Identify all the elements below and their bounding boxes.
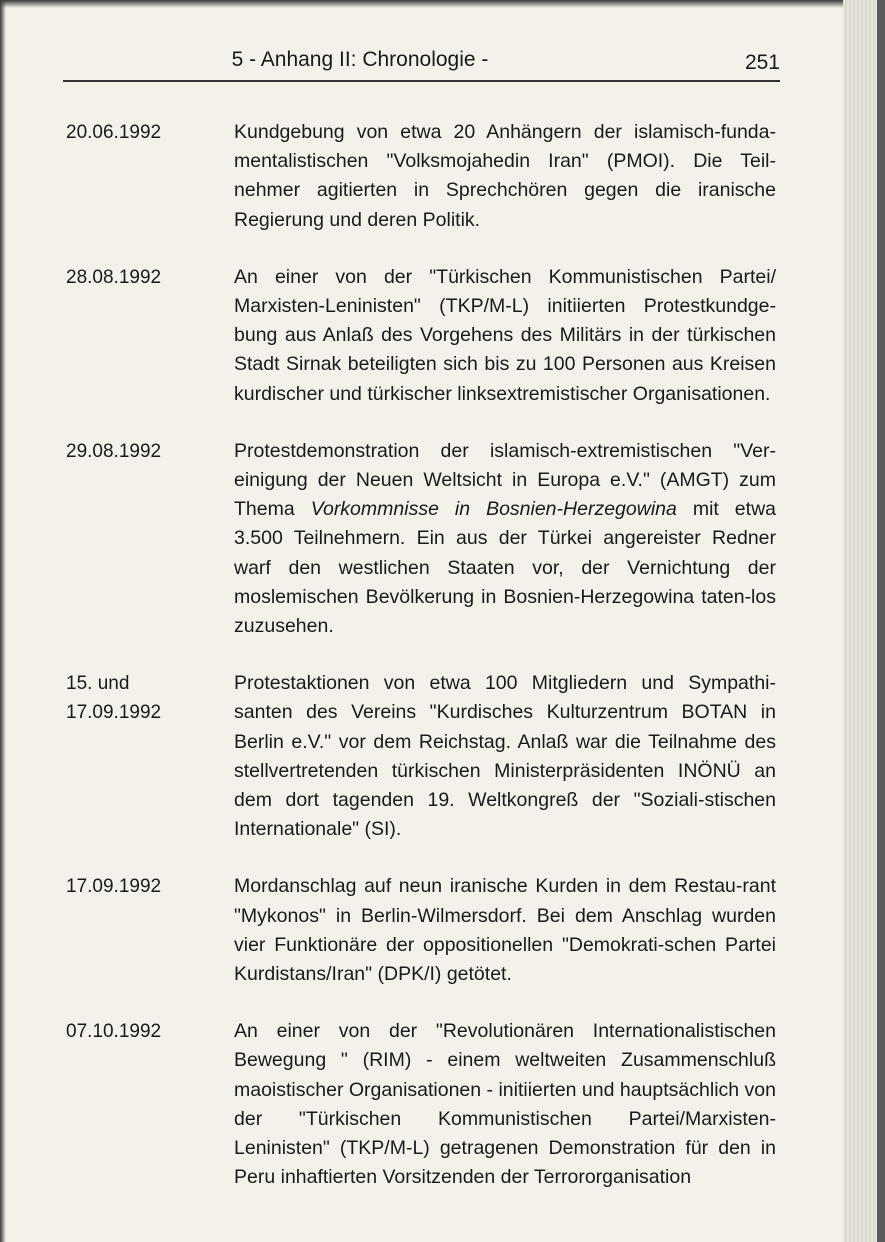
entry-text-part: Protestdemonstration der islamisch-extremistischen "Ver-einigung der Neuen Weltsicht in Europa e.V." (AMGT) zum Thema <box>234 439 776 521</box>
chronology-list <box>66 118 786 1221</box>
page-number: 251 <box>744 51 780 74</box>
entry-text: Mordanschlag auf neun iranische Kurden in dem Restau-rant "Mykonos" in Berlin-Wilmersdorf. Bei dem Anschlag wurden vier Funktionäre der oppositionellen "Demokrati-schen Partei Kurdistans/Iran" (DPK/I) getötet. <box>234 875 776 986</box>
entry-text: Protestaktionen von etwa 100 Mitgliedern und Sympathi-santen des Vereins "Kurdisches Kulturzentrum BOTAN in Berlin e.V." vor dem Reichstag. Anlaß war die Teilnahme des stellvertretenden türkischen Ministerpräsidenten INÖNÜ an dem dort tagenden 19. Weltkongreß der "Soziali-stischen Internationale" (SI). <box>234 672 776 841</box>
entry-date: 20.06.1992 <box>66 122 162 143</box>
entry-text: An einer von der "Türkischen Kommunistischen Partei/ Marxisten-Leninisten" (TKP/M-L) initiierten Protestkundge-bung aus Anlaß des Vorgehens des Militärs in der türkischen Stadt Sirnak beteiligten sich bis zu 100 Personen aus Kreisen kurdischer und türkischer linksextremistischer Organisationen. <box>234 265 776 405</box>
scan-shadow-left <box>0 0 6 1242</box>
header-title: 5 - Anhang II: Chronologie - <box>231 48 489 71</box>
chronology-entry <box>66 437 786 641</box>
entry-date: 15. und 17.09.1992 <box>66 673 162 724</box>
scan-shadow-top <box>0 0 885 8</box>
chronology-entry <box>66 263 786 409</box>
entry-date: 07.10.1992 <box>66 1021 162 1043</box>
book-page-edges <box>843 0 885 1242</box>
chronology-entry <box>66 1017 786 1192</box>
entry-text <box>234 437 776 641</box>
chronology-entry <box>66 118 786 235</box>
entry-text-part: mit etwa 3.500 Teilnehmern. Ein aus der Türkei angereister Redner warf den westlichen Staaten vor, der Vernichtung der moslemischen Bevölkerung in Bosnien-Herzegowina taten-los zuzusehen. <box>234 498 777 638</box>
entry-text: An einer von der "Revolutionären Internationalistischen Bewegung " (RIM) - einem weltweiten Zusammenschluß maoistischer Organisationen - initiierten und hauptsächlich von der "Türkischen Kommunistischen Partei/Marxisten-Leninisten" (TKP/M-L) getragenen Demonstration für den in Peru inhaftierten Vorsitzenden der Terrororganisation <box>234 1020 776 1189</box>
entry-date: 29.08.1992 <box>66 440 162 462</box>
chronology-entry <box>66 872 786 989</box>
page-header <box>60 44 780 78</box>
header-rule <box>63 80 780 82</box>
entry-text-italic: Vorkommnisse in Bosnien-Herzegowina <box>310 498 677 521</box>
entry-text: Kundgebung von etwa 20 Anhängern der islamisch-funda-mentalistischen "Volksmojahedin Iran" (PMOI). Die Teil-nehmer agitierten in Sprechchören gegen die iranische Regierung und deren Politik. <box>234 121 776 231</box>
chronology-entry <box>66 669 786 844</box>
entry-date: 28.08.1992 <box>66 266 162 288</box>
entry-date: 17.09.1992 <box>66 876 162 898</box>
